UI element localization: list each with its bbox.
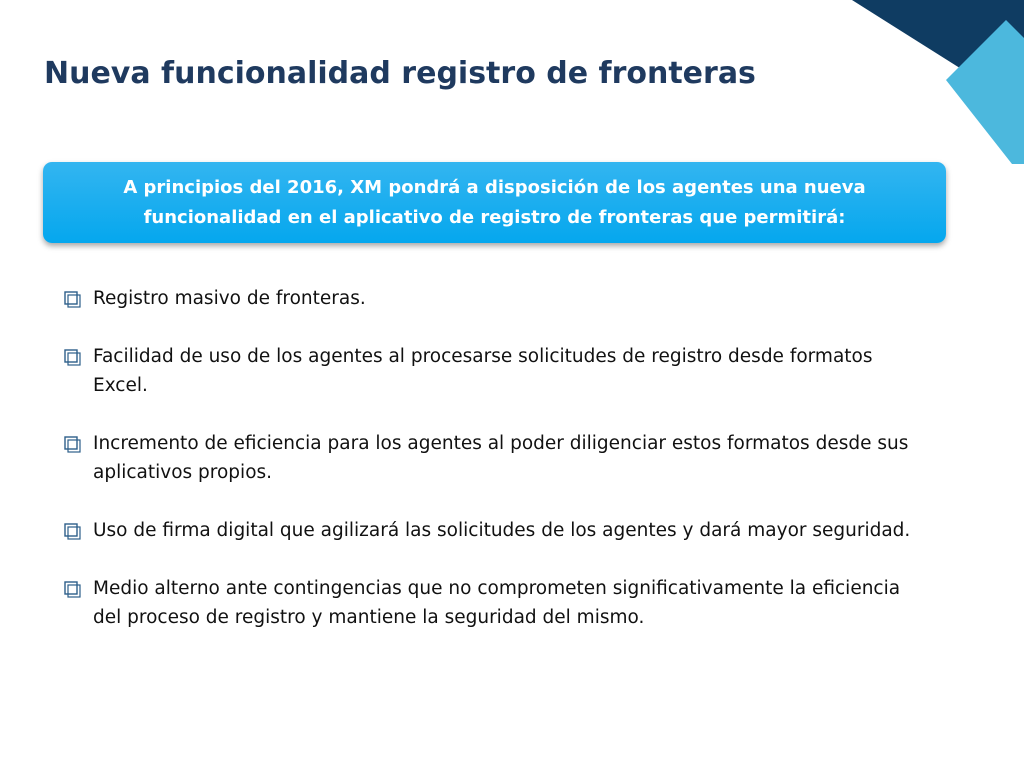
bullet-text: Uso de firma digital que agilizará las solicitudes de los agentes y dará mayor seguridad. bbox=[93, 520, 911, 541]
list-item bbox=[63, 574, 933, 632]
list-item bbox=[63, 342, 933, 400]
checkbox-square-icon bbox=[63, 348, 81, 366]
checkbox-square-icon bbox=[63, 435, 81, 453]
slide-title: Nueva funcionalidad registro de fronteras bbox=[44, 56, 756, 91]
checkbox-square-icon bbox=[63, 522, 81, 540]
list-item bbox=[63, 284, 933, 313]
list-item bbox=[63, 516, 933, 545]
bullet-text: Facilidad de uso de los agentes al procesarse solicitudes de registro desde formatos Excel. bbox=[93, 346, 873, 396]
corner-decoration bbox=[834, 0, 1024, 170]
checkbox-square-icon bbox=[63, 290, 81, 308]
bullet-text: Incremento de eficiencia para los agentes al poder diligenciar estos formatos desde sus aplicativos propios. bbox=[93, 433, 909, 483]
list-item bbox=[63, 429, 933, 487]
bullet-list bbox=[63, 284, 933, 661]
callout-text: A principios del 2016, XM pondrá a disposición de los agentes una nueva funcionalidad en el aplicativo de registro de fronteras que permitirá: bbox=[123, 176, 866, 228]
bullet-text: Registro masivo de fronteras. bbox=[93, 288, 366, 309]
callout-box bbox=[43, 162, 946, 243]
bullet-text: Medio alterno ante contingencias que no comprometen significativamente la eficiencia del proceso de registro y mantiene la seguridad del mismo. bbox=[93, 578, 901, 628]
checkbox-square-icon bbox=[63, 580, 81, 598]
